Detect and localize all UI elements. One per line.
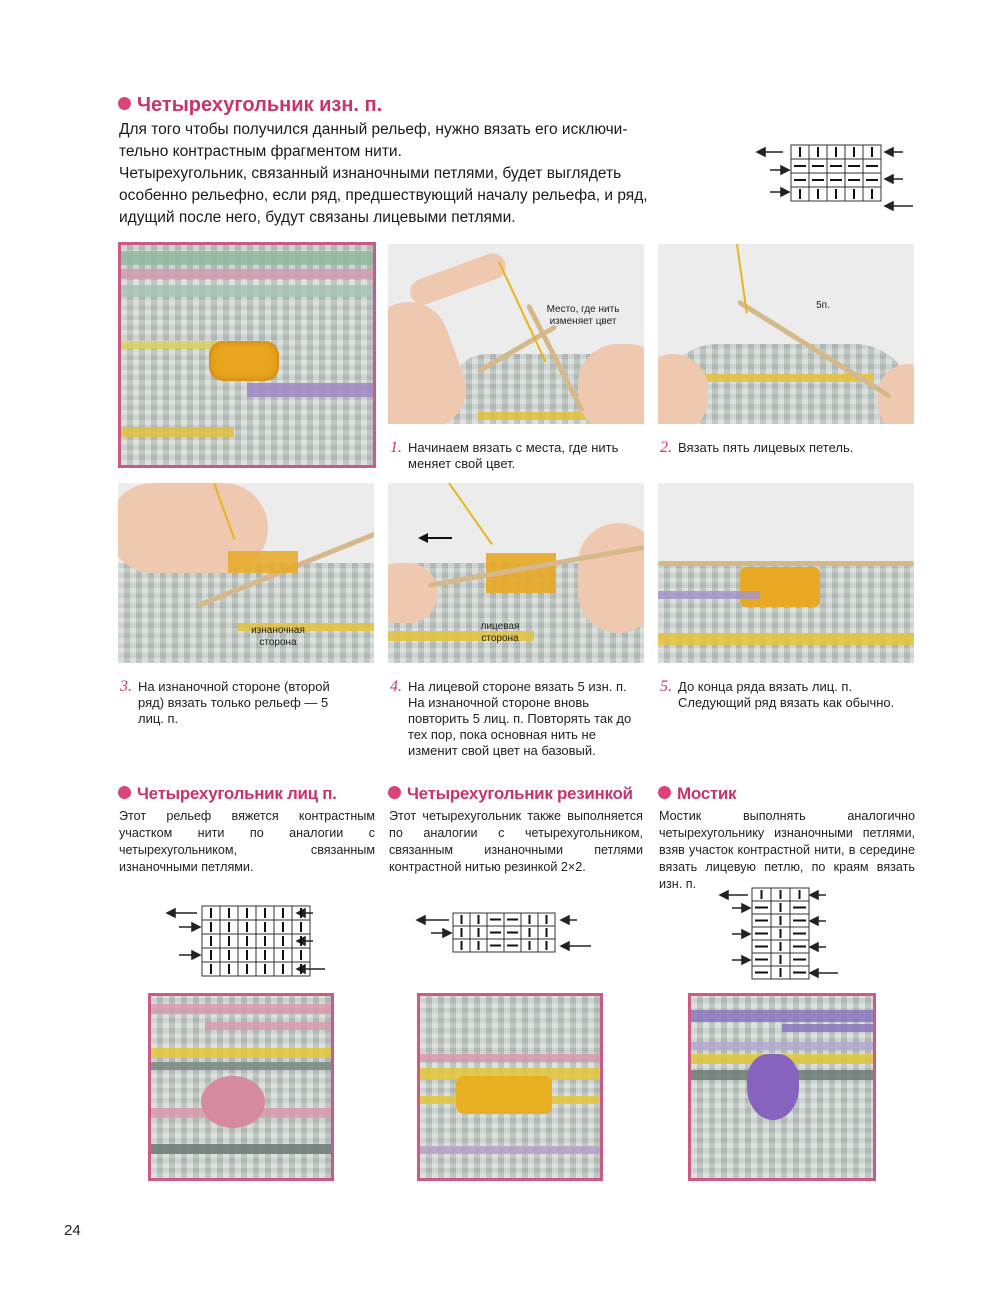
result-photo-rib-rectangle [417, 993, 603, 1181]
step2-photo [658, 244, 914, 424]
chart-purl-rectangle [755, 143, 915, 217]
face-section-text: Этот рельеф вяжется контрастным участком нити по аналогии с четырехугольником, связанным изнаночными петлями. [119, 809, 375, 874]
step-text: До конца ряда вязать лиц. п. Следующий ряд вязать как обычно. [678, 679, 895, 710]
intro-line: особенно рельефно, если ряд, предшествующий началу рельефа, и ряд, [119, 187, 648, 204]
rib-section-title: Четырехугольник резинкой [407, 784, 633, 803]
rib-section-text: Этот четырехугольник также выполняется по аналогии с четырехугольником, связанным изнаночными петлями контрастной нитью резинкой 2×2. [389, 809, 643, 874]
step-text: На лицевой стороне вязать 5 изн. п. На изнаночной стороне вновь повторить 5 лиц. п. Повторять так до тех пор, пока основная нить не изменит свой цвет на базовый. [408, 679, 632, 758]
step-caption [660, 440, 910, 456]
step-number: 1. [390, 439, 402, 456]
main-section-title: Четырехугольник изн. п. [137, 94, 383, 116]
intro-line: идущий после него, будут связаны лицевыми петлями. [119, 209, 516, 226]
step-caption [120, 679, 360, 727]
step-number: 5. [660, 678, 672, 695]
step-number: 4. [390, 678, 402, 695]
result-photo-purl-rectangle [118, 242, 376, 468]
intro-text [119, 119, 719, 229]
photo-label: Место, где нить изменяет цвет [546, 304, 620, 327]
step3-photo [118, 483, 374, 663]
direction-arrow-icon [418, 531, 454, 545]
main-section-heading [118, 94, 382, 117]
step-caption [390, 440, 640, 472]
intro-line: тельно контрастным фрагментом нити. [119, 143, 402, 160]
flower-bullet-icon [388, 786, 401, 799]
face-section-title: Четырехугольник лиц п. [137, 784, 337, 803]
page-number: 24 [64, 1222, 81, 1239]
photo-label: лицевая сторона [480, 621, 520, 644]
chart-rib-rectangle [415, 910, 595, 956]
step-number: 3. [120, 678, 132, 695]
bridge-section-title: Мостик [677, 784, 737, 803]
result-photo-knit-rectangle [148, 993, 334, 1181]
face-section-heading [118, 784, 337, 804]
flower-bullet-icon [658, 786, 671, 799]
bridge-section-heading [658, 784, 736, 804]
flower-bullet-icon [118, 97, 131, 110]
step-caption [660, 679, 915, 711]
step4-photo [388, 483, 644, 663]
photo-label: изнаночная сторона [251, 625, 305, 648]
result-photo-bridge [688, 993, 876, 1181]
intro-line: Четырехугольник, связанный изнаночными петлями, будет выглядеть [119, 165, 622, 182]
step-caption [390, 679, 640, 759]
step-number: 2. [660, 439, 672, 456]
bridge-section-text: Мостик выполнять аналогично четырехугольнику изнаночными петлями, взяв участок контрастной нити, в середине вязать лицевую петлю, по краям вязать изн. п. [659, 809, 915, 891]
chart-bridge [718, 887, 842, 983]
step-text: Вязать пять лицевых петель. [678, 440, 854, 455]
photo-label: 5п. [816, 300, 830, 311]
chart-knit-rectangle [165, 903, 327, 979]
intro-line: Для того чтобы получился данный рельеф, нужно вязать его исключи- [119, 121, 628, 138]
step5-photo [658, 483, 914, 663]
step-text: На изнаночной стороне (второй ряд) вязать только рельеф — 5 лиц. п. [138, 679, 330, 726]
step1-photo [388, 244, 644, 424]
rib-section-heading [388, 784, 633, 804]
flower-bullet-icon [118, 786, 131, 799]
step-text: Начинаем вязать с места, где нить меняет свой цвет. [408, 440, 619, 471]
